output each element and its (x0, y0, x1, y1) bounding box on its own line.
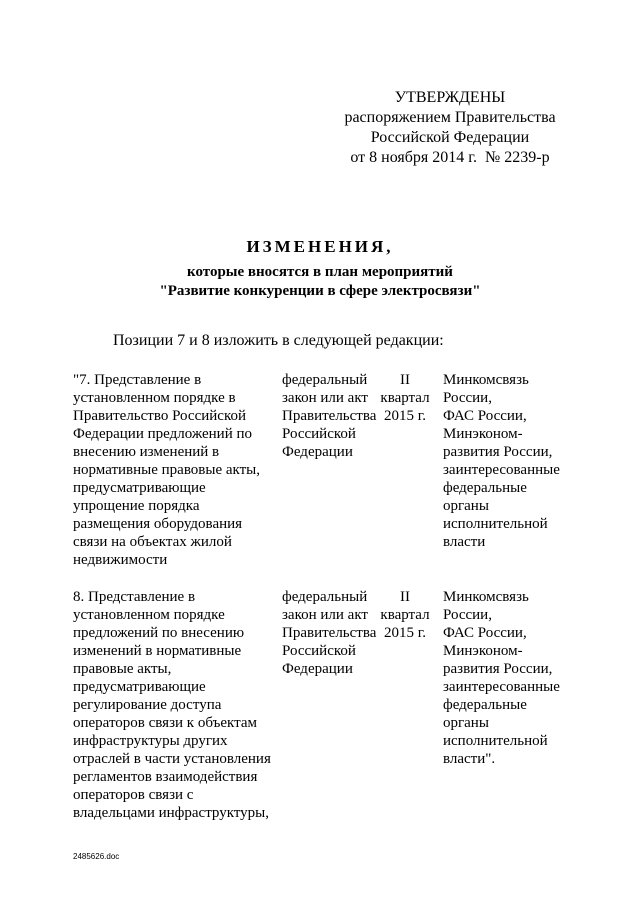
cell-text-line: Федерации предложений по (73, 426, 253, 442)
approval-line-3: Российской Федерации (370, 129, 530, 146)
subtitle-line-2: "Развитие конкуренции в сфере электросвязи" (159, 283, 481, 299)
document-title: ИЗМЕНЕНИЯ, (246, 237, 394, 256)
cell-text-line: изменений в нормативные (73, 643, 242, 659)
cell-text-line: закон или акт (282, 390, 368, 406)
responsible-cell (443, 371, 568, 551)
cell-text-line: России, (443, 607, 492, 623)
subtitle-line-1: которые вносятся в план мероприятий (187, 264, 453, 280)
cell-text-line: размещения оборудования (73, 516, 243, 532)
cell-text-line: ФАС России, (443, 408, 527, 424)
cell-text-line: владельцами инфраструктуры, (73, 805, 270, 821)
cell-text-line: предложений по внесению (73, 625, 245, 641)
cell-text-line: заинтересованные (443, 462, 560, 478)
document-subtitle (0, 263, 640, 301)
cell-text-line: Минэконом- (443, 643, 523, 659)
deadline-cell (372, 588, 438, 642)
cell-text-line: установленном порядке в (73, 390, 236, 406)
cell-text-line: внесению изменений в (73, 444, 220, 460)
cell-text-line: Минкомсвязь (443, 372, 529, 388)
cell-text-line: федеральный (282, 589, 368, 605)
document-type-cell (282, 588, 382, 678)
cell-text-line: Правительство Российской (73, 408, 247, 424)
cell-text-line: Федерации (282, 661, 353, 677)
approval-line-4: от 8 ноября 2014 г. № 2239-р (350, 149, 550, 166)
cell-text-line: Федерации (282, 444, 353, 460)
measure-cell (73, 371, 278, 569)
cell-text-line: "7. Представление в (73, 372, 202, 388)
deadline-cell (372, 371, 438, 425)
cell-text-line: развития России, (443, 661, 553, 677)
cell-text-line: предусматривающие (73, 679, 206, 695)
file-name-footer: 2485626.doc (73, 852, 120, 861)
cell-text-line: II (400, 372, 410, 388)
cell-text-line: Правительства (282, 625, 377, 641)
cell-text-line: связи на объектах жилой (73, 534, 232, 550)
cell-text-line: правовые акты, (73, 661, 172, 677)
cell-text-line: регламентов взаимодействия (73, 769, 258, 785)
cell-text-line: квартал (380, 390, 430, 406)
cell-text-line: нормативные правовые акты, (73, 462, 261, 478)
cell-text-line: предусматривающие (73, 480, 206, 496)
cell-text-line: исполнительной (443, 733, 548, 749)
cell-text-line: власти". (443, 751, 496, 767)
responsible-cell (443, 588, 568, 768)
approval-line-2: распоряжением Правительства (344, 109, 556, 126)
cell-text-line: федеральные (443, 480, 527, 496)
measure-cell (73, 588, 278, 822)
cell-text-line: закон или акт (282, 607, 368, 623)
cell-text-line: 8. Представление в (73, 589, 196, 605)
cell-text-line: федеральный (282, 372, 368, 388)
cell-text-line: операторов связи к объектам (73, 715, 257, 731)
intro-paragraph: Позиции 7 и 8 изложить в следующей редакции: (113, 332, 444, 349)
cell-text-line: недвижимости (73, 552, 168, 568)
cell-text-line: инфраструктуры других (73, 733, 228, 749)
cell-text-line: органы (443, 498, 489, 514)
cell-text-line: регулирование доступа (73, 697, 222, 713)
cell-text-line: II (400, 589, 410, 605)
cell-text-line: развития России, (443, 444, 553, 460)
cell-text-line: Минэконом- (443, 426, 523, 442)
cell-text-line: операторов связи с (73, 787, 194, 803)
cell-text-line: органы (443, 715, 489, 731)
cell-text-line: 2015 г. (384, 625, 426, 641)
approval-block (330, 88, 570, 168)
cell-text-line: федеральные (443, 697, 527, 713)
cell-text-line: установленном порядке (73, 607, 225, 623)
cell-text-line: России, (443, 390, 492, 406)
approval-heading: УТВЕРЖДЕНЫ (394, 89, 506, 106)
cell-text-line: отраслей в части установления (73, 751, 271, 767)
cell-text-line: Правительства (282, 408, 377, 424)
cell-text-line: квартал (380, 607, 430, 623)
cell-text-line: исполнительной (443, 516, 548, 532)
cell-text-line: Российской (282, 426, 356, 442)
cell-text-line: Российской (282, 643, 356, 659)
cell-text-line: упрощение порядка (73, 498, 200, 514)
cell-text-line: Минкомсвязь (443, 589, 529, 605)
cell-text-line: ФАС России, (443, 625, 527, 641)
cell-text-line: 2015 г. (384, 408, 426, 424)
cell-text-line: заинтересованные (443, 679, 560, 695)
document-type-cell (282, 371, 382, 461)
cell-text-line: власти (443, 534, 486, 550)
